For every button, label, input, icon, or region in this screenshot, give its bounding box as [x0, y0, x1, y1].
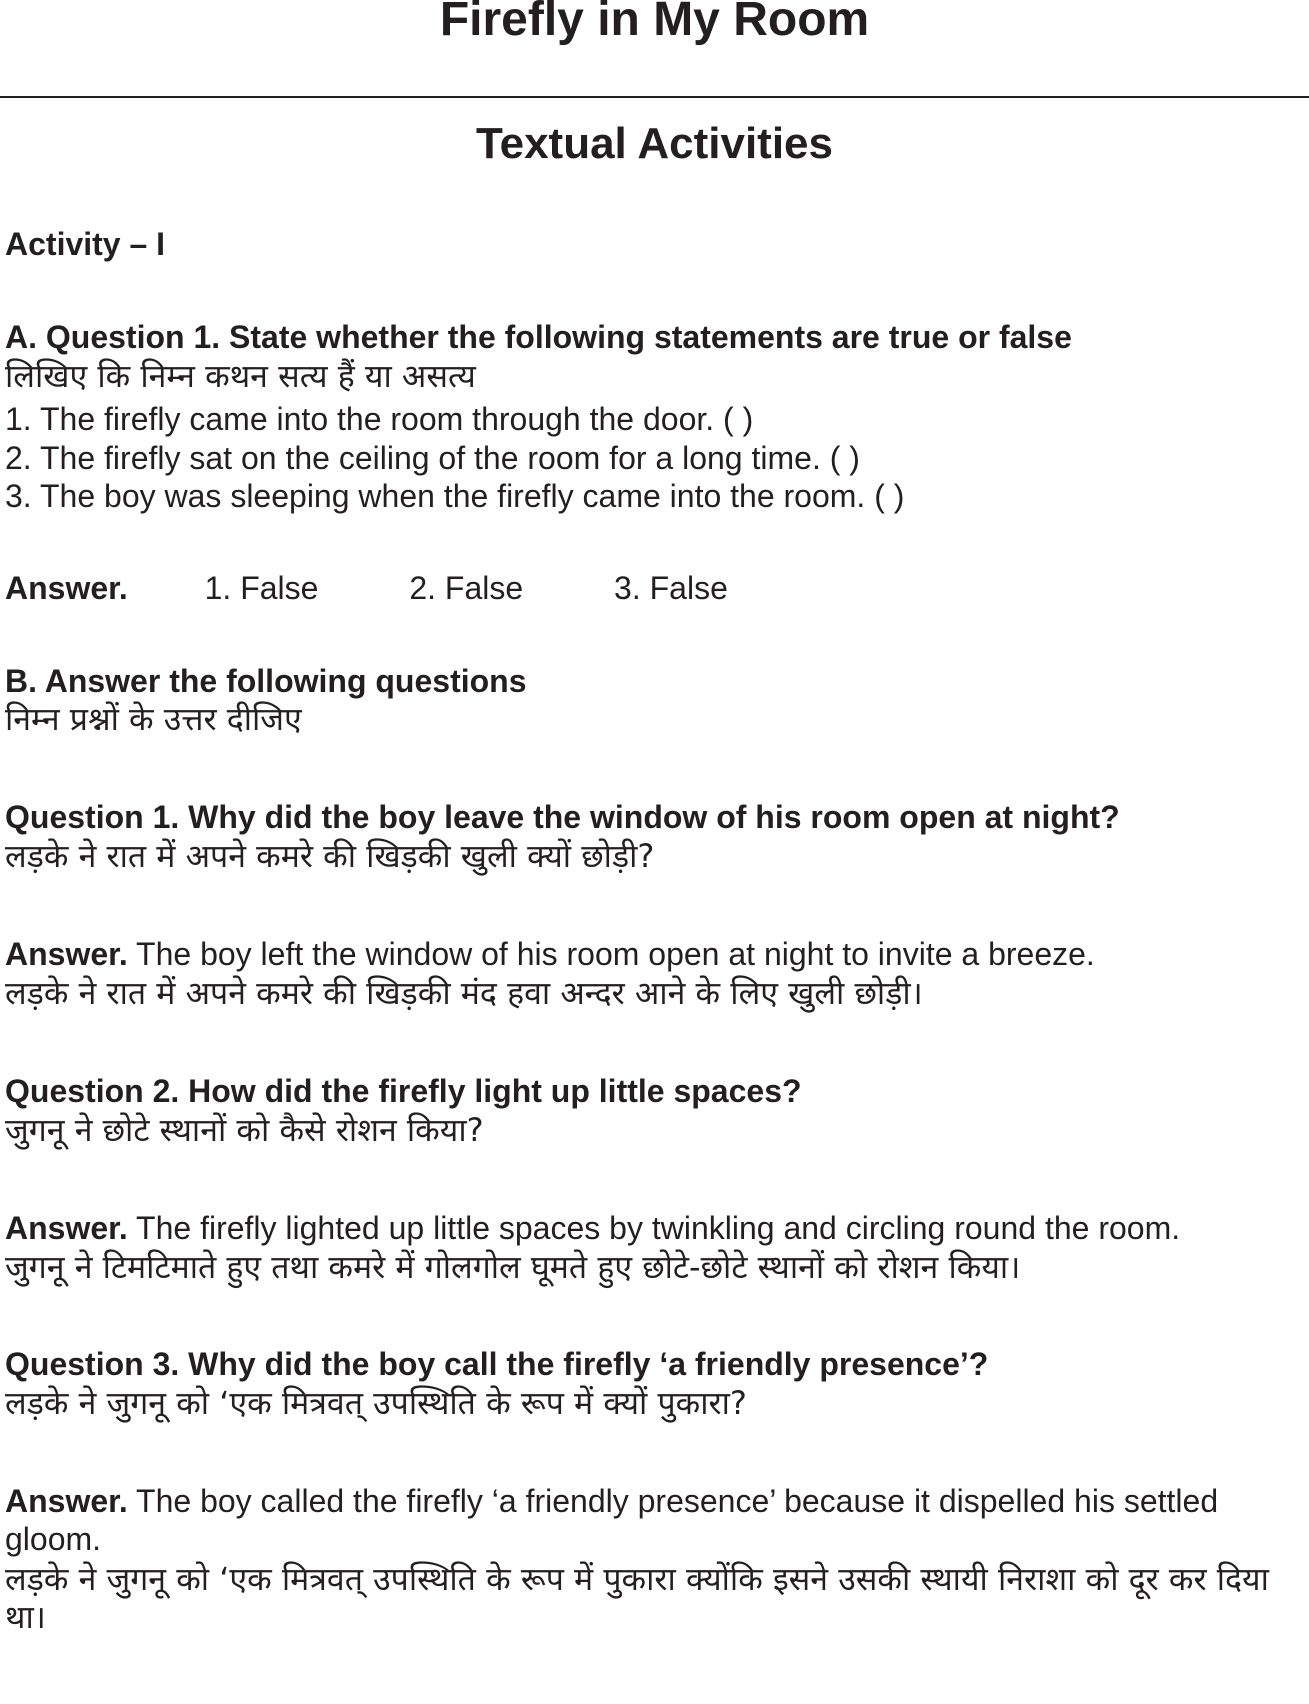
part-a-answer-row: [5, 569, 728, 607]
answer-1: 1. False: [204, 570, 319, 606]
question-3: Question 3. Why did the boy call the firefly ‘a friendly presence’?: [5, 1346, 989, 1382]
answer-2-text: [5, 1209, 1180, 1247]
part-b-heading-hindi: निम्न प्रश्नों के उत्तर दीजिए: [5, 700, 302, 738]
answer-2-hindi: जुगनू ने टिमटिमाते हुए तथा कमरे में गोलगोल घूमते हुए छोटे-छोटे स्थानों को रोशन किया।: [5, 1248, 1021, 1286]
answer-3: 3. False: [614, 570, 728, 606]
part-a-question: A. Question 1. State whether the following statements are true or false: [5, 319, 1072, 355]
answer-1-text: [5, 935, 1095, 973]
answer-label: Answer.: [5, 1210, 128, 1246]
title-divider: [0, 96, 1309, 98]
answer-label: Answer.: [5, 1483, 128, 1519]
answer-2: 2. False: [409, 570, 524, 606]
question-1: Question 1. Why did the boy leave the window of his room open at night?: [5, 799, 1120, 835]
question-2-hindi: जुगनू ने छोटे स्थानों को कैसे रोशन किया?: [5, 1111, 484, 1149]
document-title: Firefly in My Room: [439, 0, 870, 46]
statement-3: 3. The boy was sleeping when the firefly came into the room. ( ): [5, 478, 905, 514]
answer-3-hindi: लड़के ने जुगनू को ‘एक मित्रवत् उपस्थिति के रूप में पुकारा क्योंकि इसने उसकी स्थायी निराशा को दूर कर दिया था।: [5, 1560, 1269, 1637]
part-b-heading: B. Answer the following questions: [5, 663, 527, 699]
answer-body: The boy called the firefly ‘a friendly presence’ because it dispelled his settled gloom.: [5, 1483, 1219, 1558]
answer-3-text: [5, 1482, 1295, 1559]
question-3-hindi: लड़के ने जुगनू को ‘एक मित्रवत् उपस्थिति के रूप में क्यों पुकारा?: [5, 1384, 747, 1422]
activity-label: Activity – I: [5, 226, 166, 262]
statement-2: 2. The firefly sat on the ceiling of the room for a long time. ( ): [5, 440, 860, 476]
answer-1-hindi: लड़के ने रात में अपने कमरे की खिड़की मंद हवा अन्दर आने के लिए खुली छोड़ी।: [5, 974, 923, 1012]
answer-label: Answer.: [5, 936, 128, 972]
section-title: Textual Activities: [475, 119, 833, 168]
question-2: Question 2. How did the firefly light up little spaces?: [5, 1073, 802, 1109]
question-1-hindi: लड़के ने रात में अपने कमरे की खिड़की खुली क्यों छोड़ी?: [5, 837, 655, 875]
statement-1: 1. The firefly came into the room through the door. ( ): [5, 401, 754, 437]
answer-label: Answer.: [5, 570, 128, 606]
part-a-question-hindi: लिखिए कि निम्न कथन सत्य हैं या असत्य: [5, 357, 476, 395]
answer-body: The boy left the window of his room open at night to invite a breeze.: [127, 936, 1095, 972]
answer-body: The firefly lighted up little spaces by twinkling and circling round the room.: [127, 1210, 1181, 1246]
